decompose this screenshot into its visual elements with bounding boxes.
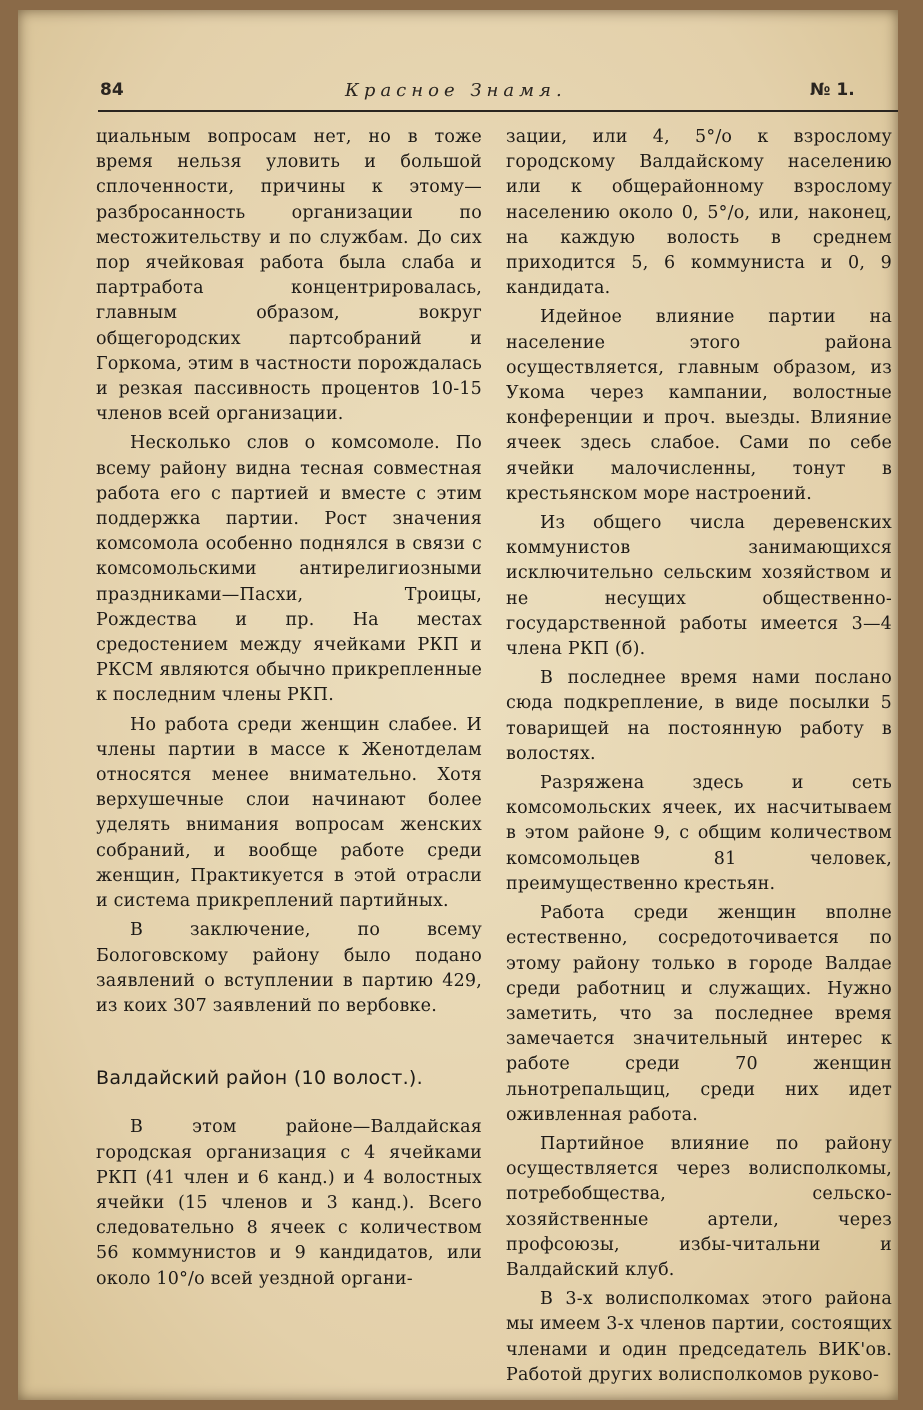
paragraph: Работа среди женщин вполне естественно, сосредоточивается по этому району только в городе Валдае среди работниц и служащих. Нужно заметить, что за последнее время замечается значительный интерес к работе среди 70 женщин льнотрепальщиц, среди них идет оживленная работа. xyxy=(506,903,892,1125)
section-heading: Валдайский район (10 волост.). xyxy=(96,1067,423,1090)
journal-page xyxy=(18,10,898,1400)
paragraph: Разряжена здесь и сеть комсомольских ячеек, их насчитываем в этом районе 9, с общим количеством комсомольцев 81 человек, преимущественно крестьян. xyxy=(506,773,892,894)
paragraph: Из общего числа деревенских коммунистов занимающихся исключительно сельским хозяйством и не несущих общественно-государственной работы имеется 3—4 члена РКП (б). xyxy=(506,513,892,660)
paragraph: В этом районе—Валдайская городская организация с 4 ячейками РКП (41 член и 6 канд.) и 4 волостных ячейки (15 членов и 3 канд.). Всего следовательно 8 ячеек с количеством 56 коммунистов и 9 кандидатов, или около 10°/о всей уездной органи- xyxy=(96,1117,482,1289)
page-header xyxy=(100,80,900,110)
paragraph: Но работа среди женщин слабее. И члены партии в массе к Женотделам относятся менее внимательно. Хотя верхушечные слои начинают более уделять внимания вопросам женских собраний, и вообще работе среди женщин, Практикуется в этой отрасли и система прикреплений партийных. xyxy=(96,714,482,912)
paragraph: В 3-х волисполкомах этого района мы имеем 3-х членов партии, состоящих членами и один председатель ВИК'ов. Работой других волисполкомов руково- xyxy=(506,1289,892,1385)
paragraph: циальным вопросам нет, но в тоже время нельзя уловить и большой сплоченности, причины к этому—разбросанность организации по местожительству и по службам. До сих пор ячейковая работа была слаба и партработа концентрировалась, главным образом, вокруг общегородских партсобраний и Горкома, этим в частности порождалась и резкая пассивность процентов 10-15 членов всей организации. xyxy=(96,127,482,425)
right-column xyxy=(506,125,892,1388)
paragraph: зации, или 4, 5°/о к взрослому городскому Валдайскому населению или к общерайонному взрослому населению около 0, 5°/о, или, наконец, на каждую волость в среднем приходится 5, 6 коммуниста и 0, 9 кандидата. xyxy=(506,127,892,299)
paragraph: Несколько слов о комсомоле. По всему району видна тесная совместная работа его с партией и вместе с этим поддержка партии. Рост значения комсомола особенно поднялся в связи с комсомольскими антирелигиозными праздниками—Пасхи, Троицы, Рождества и пр. На местах средостением между ячейками РКП и РКСМ являются обычно прикрепленные к последним члены РКП. xyxy=(96,433,482,706)
page-number: 84 xyxy=(100,80,124,100)
paragraph: В заключение, по всему Бологовскому району было подано заявлений о вступлении в партию 429, из коих 307 заявлений по вербовке. xyxy=(96,920,482,1016)
paragraph: Идейное влияние партии на население этого района осуществляется, главным образом, из Укома через кампании, волостные конференции и проч. выезды. Влияние ячеек здесь слабое. Сами по себе ячейки малочисленны, тонут в крестьянском море настроений. xyxy=(506,307,892,504)
paragraph: В последнее время нами послано сюда подкрепление, в виде посылки 5 товарищей на постоянную работу в волостях. xyxy=(506,668,892,764)
left-column xyxy=(96,125,482,1292)
issue-number: № 1. xyxy=(810,80,855,100)
journal-title: Красное Знамя. xyxy=(345,80,567,101)
paragraph: Партийное влияние по району осуществляется через волисполкомы, потребобщества, сельско-хозяйственные артели, через профсоюзы, избы-читальни и Валдайский клуб. xyxy=(506,1133,892,1280)
header-rule xyxy=(98,110,898,112)
